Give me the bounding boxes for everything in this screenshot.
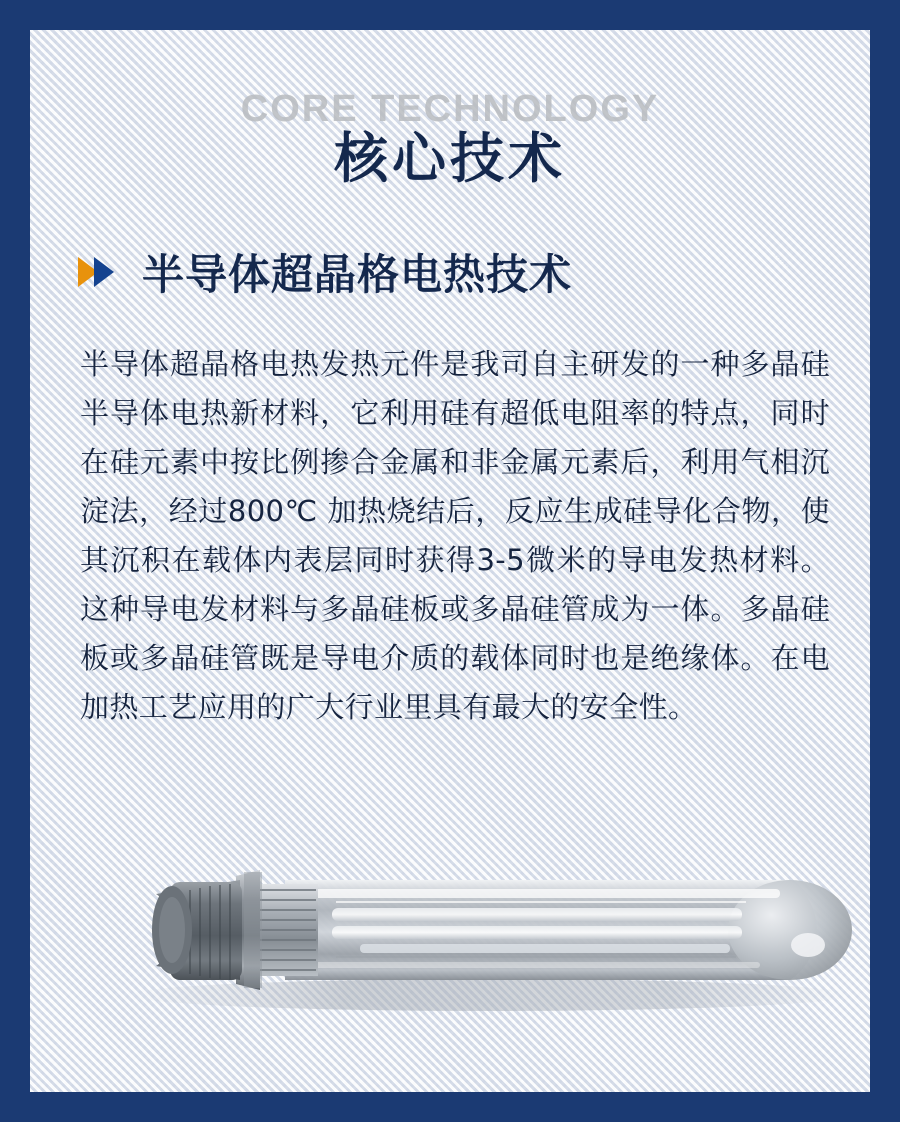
body-paragraph: 半导体超晶格电热发热元件是我司自主研发的一种多晶硅半导体电热新材料，它利用硅有超低电阻率的特点，同时在硅元素中按比例掺合金属和非金属元素后，利用气相沉淀法，经过800℃ 加热烧结后，反应生成硅导化合物，使其沉积在载体内表层同时获得3-5微米的导电发热材料。这种导电发材料与多晶硅板或多晶硅管成为一体。多晶硅板或多晶硅管既是导电介质的载体同时也是绝缘体。在电加热工艺应用的广大行业里具有最大的安全性。	[80, 347, 830, 724]
product-illustration	[60, 790, 900, 1090]
double-triangle-icon	[78, 251, 126, 293]
product-image	[60, 790, 900, 1090]
page-title: 核心技术	[334, 127, 566, 190]
section-heading	[78, 242, 572, 302]
header-english-title: CORE TECHNOLOGY	[240, 88, 660, 130]
content-panel	[30, 30, 870, 1092]
section-heading-label: 半导体超晶格电热技术	[142, 250, 573, 299]
